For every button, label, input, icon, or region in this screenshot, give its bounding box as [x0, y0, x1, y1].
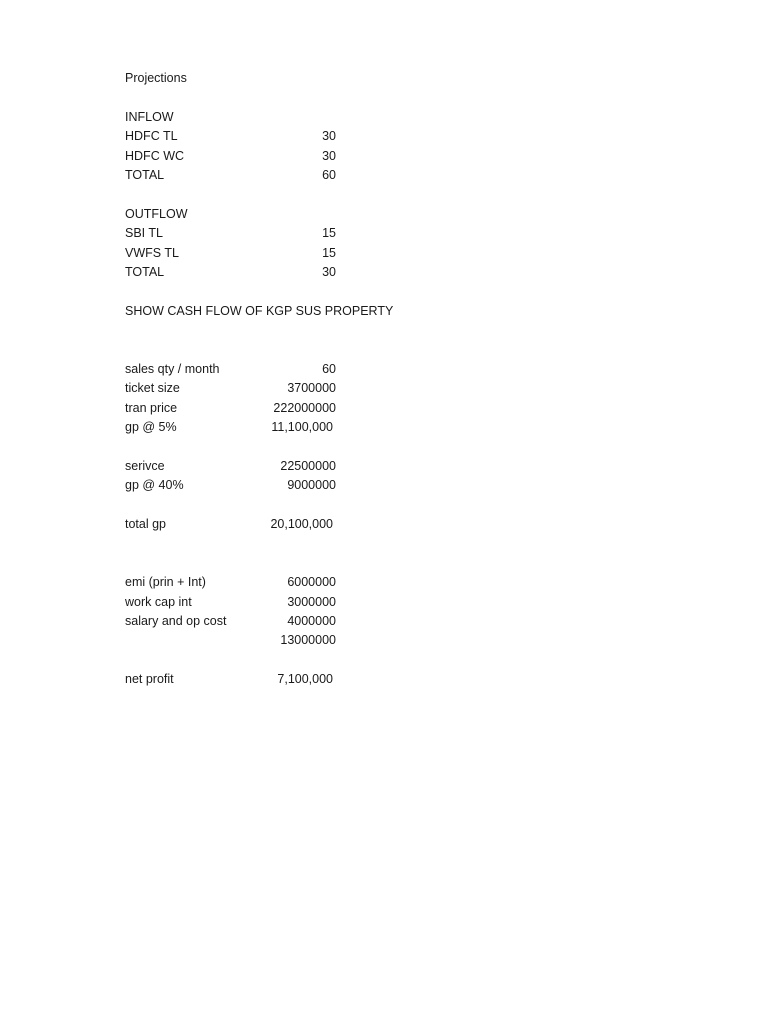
row-label: serivce: [125, 458, 165, 473]
spacer: [125, 651, 425, 670]
row-value: 11,100,000: [271, 420, 333, 435]
service-row: [125, 457, 425, 476]
outflow-total-row: [125, 263, 425, 282]
row-value: 60: [322, 167, 336, 182]
row-value: 22500000: [280, 458, 336, 473]
spacer: [125, 437, 425, 456]
row-value: 30: [322, 264, 336, 279]
row-label: gp @ 40%: [125, 478, 184, 493]
row-value: 20,100,000: [270, 517, 333, 531]
row-value: 7,100,000: [277, 672, 333, 687]
sales-row: [125, 379, 425, 398]
row-label: tran price: [125, 400, 178, 415]
row-label: TOTAL: [125, 167, 165, 182]
cost-row: [125, 612, 425, 631]
row-value: 3700000: [287, 381, 336, 396]
outflow-row: [125, 224, 425, 243]
net-profit-row: [125, 670, 425, 689]
row-value: 6000000: [287, 575, 336, 590]
row-label: HDFC TL: [125, 129, 178, 144]
cost-row: [125, 593, 425, 612]
row-value: 13000000: [280, 633, 336, 648]
row-value: 4000000: [287, 613, 336, 628]
row-value: 15: [322, 245, 336, 260]
row-label: gp @ 5%: [125, 420, 177, 435]
row-value: 30: [322, 148, 336, 163]
inflow-total-row: [125, 166, 425, 185]
page-title-row: [125, 69, 425, 88]
cost-total-row: [125, 631, 425, 650]
inflow-heading: INFLOW: [125, 109, 174, 124]
outflow-heading: OUTFLOW: [125, 206, 188, 221]
sales-row: [125, 360, 425, 379]
row-value: 3000000: [287, 594, 336, 609]
row-label: HDFC WC: [125, 148, 185, 163]
total-gp-row: [125, 515, 425, 534]
sales-row: [125, 399, 425, 418]
row-label: work cap int: [125, 594, 192, 609]
row-label: VWFS TL: [125, 245, 179, 260]
outflow-row: [125, 244, 425, 263]
spacer: [125, 534, 425, 573]
cashflow-heading-row: [125, 302, 425, 321]
row-label: TOTAL: [125, 264, 165, 279]
row-value: 15: [322, 226, 336, 241]
spacer: [125, 185, 425, 204]
service-gp-row: [125, 476, 425, 495]
page-title: Projections: [125, 71, 187, 85]
sales-gp-row: [125, 418, 425, 437]
row-label: sales qty / month: [125, 361, 220, 376]
cashflow-heading: SHOW CASH FLOW OF KGP SUS PROPERTY: [125, 303, 394, 318]
spacer: [125, 282, 425, 301]
spacer: [125, 88, 425, 107]
row-label: net profit: [125, 672, 174, 687]
spacer: [125, 496, 425, 515]
row-label: salary and op cost: [125, 613, 227, 628]
outflow-heading-row: [125, 205, 425, 224]
row-label: SBI TL: [125, 226, 163, 241]
row-label: ticket size: [125, 381, 180, 396]
row-value: 222000000: [273, 400, 336, 415]
inflow-heading-row: [125, 108, 425, 127]
spreadsheet-page: [125, 69, 425, 690]
row-label: emi (prin + Int): [125, 575, 206, 590]
row-value: 30: [322, 129, 336, 144]
row-value: 9000000: [287, 478, 336, 493]
spacer: [125, 321, 425, 360]
row-label: total gp: [125, 517, 167, 531]
inflow-row: [125, 147, 425, 166]
row-value: 60: [322, 361, 336, 376]
inflow-row: [125, 127, 425, 146]
cost-row: [125, 573, 425, 592]
